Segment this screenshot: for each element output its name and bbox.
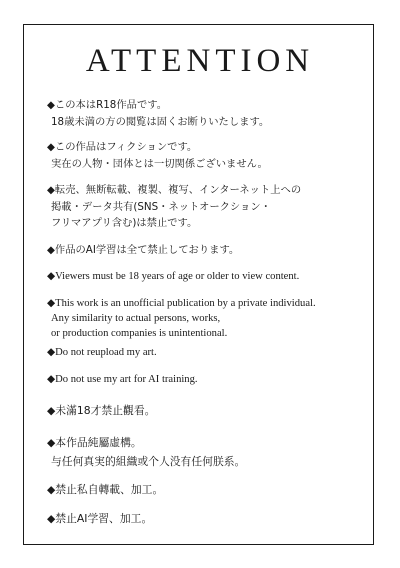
en-unofficial-notice-line2: Any similarity to actual persons, works, [51,313,221,324]
en-age-notice: ◆Viewers must be 18 years of age or older to view content. [47,271,300,282]
zh-repost-notice: ◆禁止私自轉載、加工。 [47,483,164,496]
zh-age-notice: ◆未滿18才禁止觀看。 [47,404,156,417]
zh-fiction-notice: ◆本作品純屬虛構。 [47,436,142,449]
en-reupload-notice: ◆Do not reupload my art. [47,347,157,358]
jp-redistribution-notice-line3: フリマアプリ含む)は禁止です。 [51,217,198,229]
jp-redistribution-notice: ◆転売、無断転載、複製、複写、インターネット上への [47,184,302,196]
en-unofficial-notice-line3: or production companies is unintentional. [51,328,228,339]
jp-redistribution-notice-line2: 掲載・データ共有(SNS・ネットオークション・ [51,201,271,213]
jp-ai-notice: ◆作品のAI学習は全て禁止しております。 [47,244,240,256]
jp-r18-notice: ◆この本はR18作品です。 [47,99,168,111]
en-unofficial-notice: ◆This work is an unofficial publication by a private individual. [47,298,316,309]
page-title: ATTENTION [85,43,315,79]
jp-fiction-notice-detail: 実在の人物・団体とは一切関係ございません。 [51,158,268,170]
zh-ai-notice: ◆禁止AI学習、加工。 [47,512,153,525]
jp-r18-notice-detail: 18歳未満の方の閲覧は固くお断りいたします。 [51,116,270,128]
jp-fiction-notice: ◆この作品はフィクションです。 [47,141,198,153]
zh-fiction-notice-detail: 与任何真実的組織或个人没有任何朕系。 [51,455,246,468]
en-ai-training-notice: ◆Do not use my art for AI training. [47,374,198,385]
